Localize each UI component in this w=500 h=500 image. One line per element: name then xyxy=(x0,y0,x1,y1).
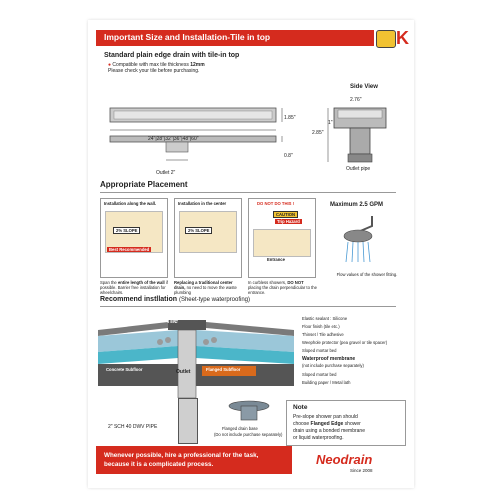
base-note: (Do not include purchase separately) xyxy=(214,432,283,437)
dim-h1: 1.85" xyxy=(284,115,296,121)
panel-label: DO NOT DO THIS ! xyxy=(257,201,294,206)
header-title: Important Size and Installation-Tile in top xyxy=(104,32,271,42)
dim-h2: 0.8" xyxy=(284,153,293,159)
placement-panel-donot xyxy=(248,198,316,278)
layer-3: Thinset / Tile adhesive xyxy=(302,332,344,337)
panel-caption-wall: Span the entire length of the wall if possible. Barrier free installation for wheelchairs. xyxy=(100,280,168,295)
compat-line: ● Compatible with max tile thickness 12mm xyxy=(108,62,205,68)
layer-1: Elastic sealant : Silicone xyxy=(302,316,348,321)
panel-caption-donot: In curbless showers, DO NOT placing the drain perpendicular to the entrance. xyxy=(248,280,317,295)
drain-dimension-drawing xyxy=(102,80,292,180)
placement-panel-center xyxy=(174,198,242,278)
divider xyxy=(100,192,396,193)
brand-mark-icon: K xyxy=(396,28,409,48)
divider xyxy=(100,306,396,307)
dim-length: 24"|28"|32"|36"|48"|60" xyxy=(148,136,199,142)
note-line-2: choose Flanged Edge shower xyxy=(293,421,361,427)
install-title: Recommend instllation (Sheet-type waterproofing) xyxy=(100,296,251,303)
pipe-label: 2" SCH 40 DWV PIPE xyxy=(108,424,158,430)
outlet-pipe-label: Outlet pipe xyxy=(346,166,371,172)
slope-arrow-label: 2% SLOPE xyxy=(113,227,140,234)
footer-warning xyxy=(96,446,292,474)
panel-label: Installation along the wall. xyxy=(104,201,157,206)
header-banner xyxy=(96,30,374,46)
layer-8: Building paper / Metal lath xyxy=(302,380,351,385)
layer-6-note: (not include purchase separately) xyxy=(302,363,364,368)
layer-5: Sloped mortar bed xyxy=(302,348,337,353)
note-box xyxy=(286,400,406,446)
note-title: Note xyxy=(293,404,308,411)
base-label: Flanged drain base xyxy=(222,426,258,431)
tape-measure-icon xyxy=(376,30,396,48)
side-view-label: Side View xyxy=(350,84,378,90)
panel-label: Installation in the center xyxy=(178,201,227,206)
layer-6: Waterproof membrane xyxy=(302,356,356,362)
brand-since: Since 2008 xyxy=(350,468,373,473)
caution-sign: CAUTION xyxy=(273,211,298,218)
trip-hazard: Trip Hazard xyxy=(277,219,300,224)
placement-panel-wall xyxy=(100,198,168,278)
footer-line-1: Whenever possible, hire a professional for the task, xyxy=(104,452,259,459)
best-tag: Best Recommended xyxy=(109,247,150,252)
footer-line-2: because it is a complicated process. xyxy=(104,461,214,468)
dim-height: 2.85" xyxy=(312,130,324,136)
installation-cross-section xyxy=(98,312,298,398)
layer-4: Weephole protector (pea gravel or tile spacer) xyxy=(302,340,388,345)
product-subtitle: Standard plain edge drain with tile-in top xyxy=(104,52,240,59)
flow-caption: Flow values of the shower fitting. xyxy=(336,272,398,277)
layer-2: Floor finish (tile etc.) xyxy=(302,324,340,329)
brand-logo: Neodrain xyxy=(316,452,373,467)
note-line-1: Pre-slope shower pan should xyxy=(293,414,358,420)
slope-arrow-label: 2% SLOPE xyxy=(185,227,212,234)
max-flow: Maximum 2.5 GPM xyxy=(330,202,384,208)
note-line-4: or liquid waterproofing. xyxy=(293,435,344,441)
panel-caption-center: Replacing a traditional center drain, no need to move the waste plumbing xyxy=(174,280,237,295)
dim-outlet: Outlet 2" xyxy=(156,170,176,176)
entrance-label: Entrance xyxy=(267,257,285,262)
placement-title: Appropriate Placement xyxy=(100,180,188,189)
compat-line-2: Please check your tile before purchasing. xyxy=(108,68,200,74)
layer-7: Sloped mortar bed xyxy=(302,372,337,377)
concrete-label: Concrete Subfloor xyxy=(106,367,143,372)
dim-width: 2.76" xyxy=(350,97,362,103)
tile-word: Tile xyxy=(166,318,178,325)
dwv-pipe xyxy=(178,398,198,444)
flanged-label: Flanged Subfloor xyxy=(206,367,241,372)
dim-inch: 1" xyxy=(328,120,333,126)
outlet-label: Outlet xyxy=(176,369,191,375)
note-line-3: drain using a bonded membrane xyxy=(293,428,365,434)
shower-head-icon xyxy=(336,212,396,270)
drain-base-icon xyxy=(224,396,274,426)
instruction-sheet xyxy=(88,20,414,488)
